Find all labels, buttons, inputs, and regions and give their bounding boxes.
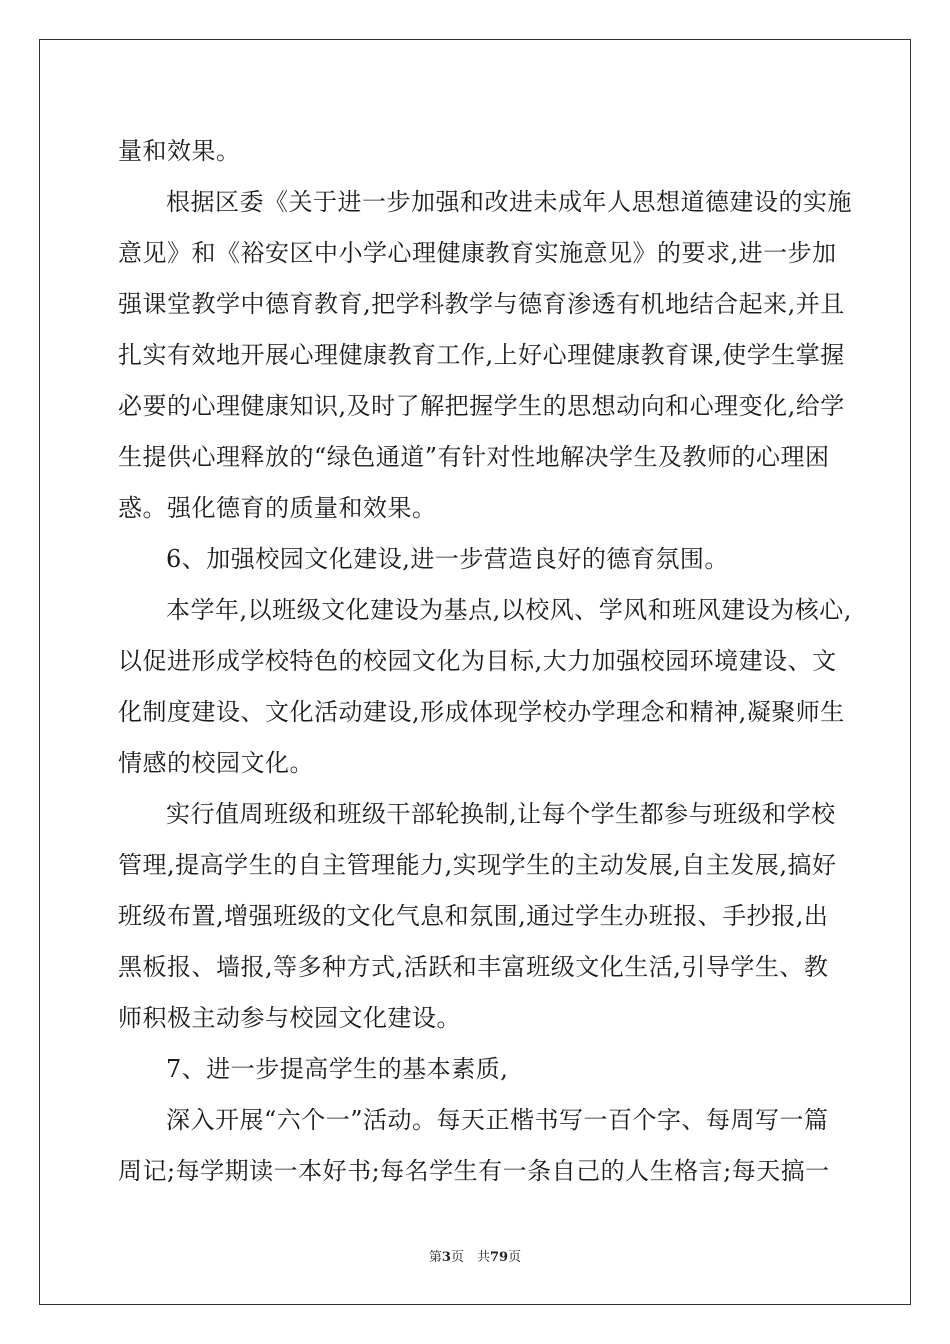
page-footer [0,1246,950,1265]
text-line: 黑板报、墙报,等多种方式,活跃和丰富班级文化生活,引导学生、教 [118,953,829,981]
page-mid: 页 共 [450,1250,490,1265]
text-line: 量和效果。 [118,137,241,165]
text-line: 生提供心理释放的“绿色通道”有针对性地解决学生及教师的心理困 [118,443,830,471]
text-line: 班级布置,增强班级的文化气息和氛围,通过学生办班报、手抄报,出 [118,902,829,930]
text-line: 本学年,以班级文化建设为基点,以校风、学风和班风建设为核心, [166,596,852,624]
text-line: 深入开展“六个一”活动。每天正楷书写一百个字、每周写一篇 [166,1106,829,1134]
page-prefix: 第 [428,1250,442,1265]
text-line: 师积极主动参与校园文化建设。 [118,1004,461,1032]
section-heading: 6、加强校园文化建设,进一步营造良好的德育氛围。 [166,545,729,573]
text-line: 周记;每学期读一本好书;每名学生有一条自己的人生格言;每天搞一 [118,1157,830,1185]
section-heading: 7、进一步提高学生的基本素质, [166,1055,509,1083]
text-line: 实行值周班级和班级干部轮换制,让每个学生都参与班级和学校 [166,800,836,828]
text-line: 管理,提高学生的自主管理能力,实现学生的主动发展,自主发展,搞好 [118,851,837,879]
text-line: 扎实有效地开展心理健康教育工作,上好心理健康教育课,使学生掌握 [118,341,845,369]
text-line: 化制度建设、文化活动建设,形成体现学校办学理念和精神,凝聚师生 [118,698,845,726]
text-line: 惑。强化德育的质量和效果。 [118,494,437,522]
text-line: 根据区委《关于进一步加强和改进未成年人思想道德建设的实施 [166,188,852,216]
document-body [118,126,852,1197]
text-line: 必要的心理健康知识,及时了解把握学生的思想动向和心理变化,给学 [118,392,845,420]
text-line: 强课堂教学中德育教育,把学科教学与德育渗透有机地结合起来,并且 [118,290,845,318]
current-page-number: 3 [441,1250,451,1265]
text-line: 意见》和《裕安区中小学心理健康教育实施意见》的要求,进一步加 [118,239,837,267]
page-suffix: 页 [508,1250,522,1265]
text-line: 情感的校园文化。 [118,749,314,777]
total-page-number: 79 [489,1250,509,1265]
text-line: 以促进形成学校特色的校园文化为目标,大力加强校园环境建设、文 [118,647,837,675]
